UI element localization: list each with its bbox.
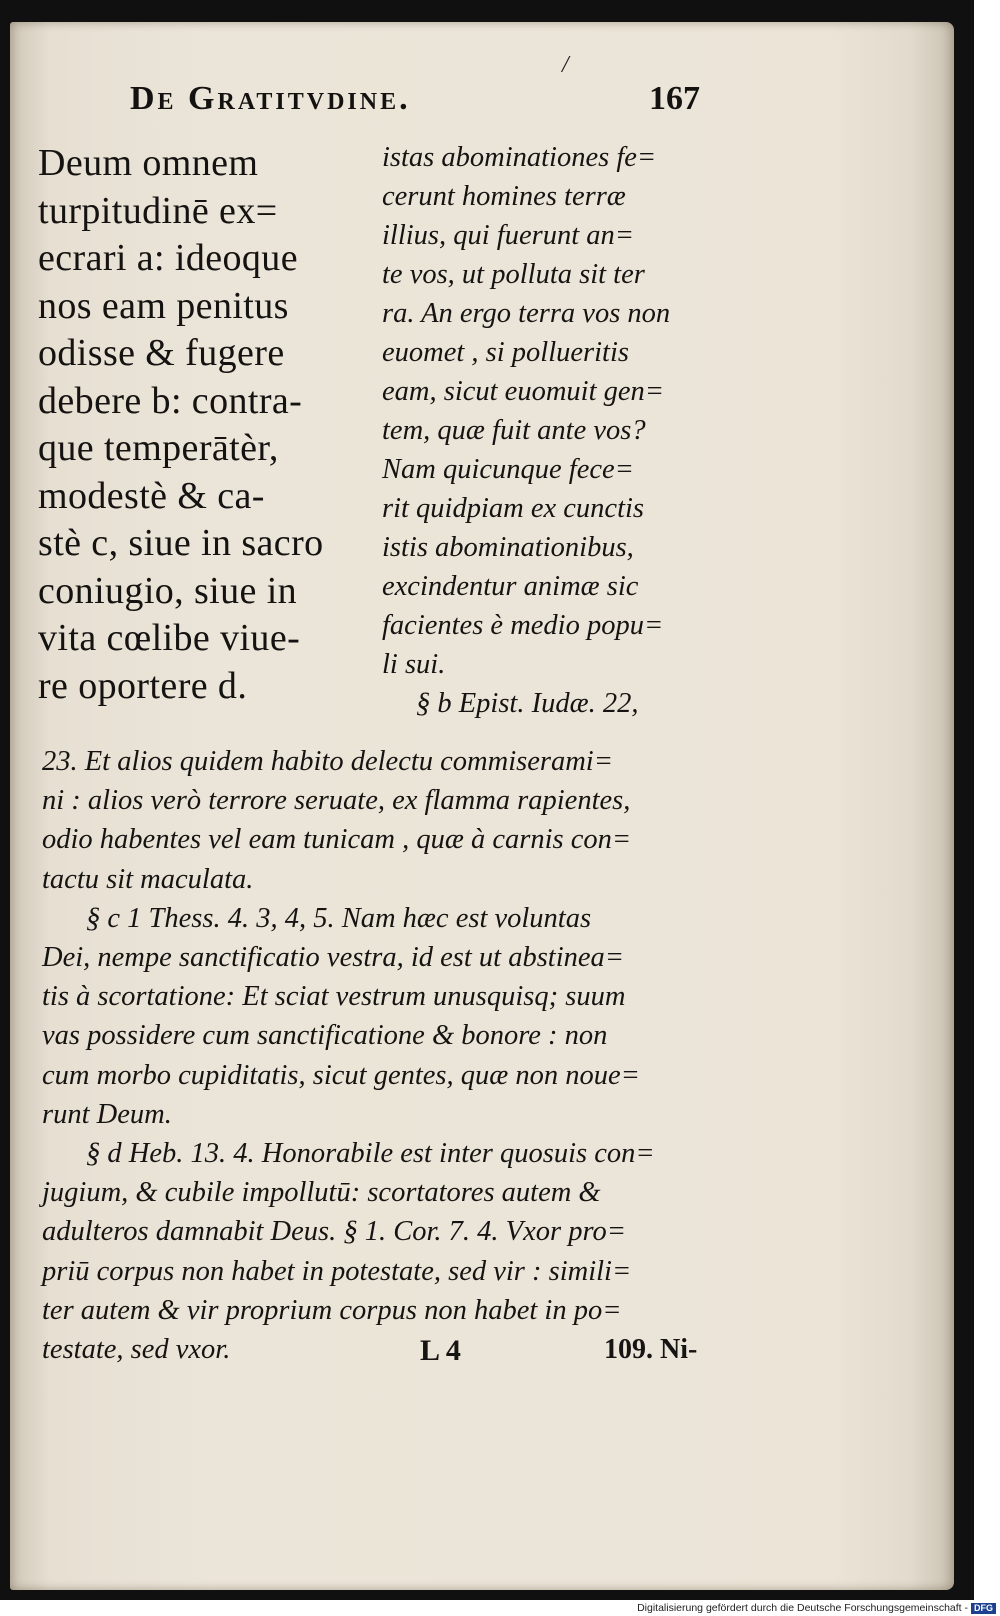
note-line: cum morbo cupiditatis, sicut gentes, quæ non noue=: [42, 1059, 640, 1091]
annotation-column: [382, 138, 702, 723]
annotation-line: istas abominationes fe=: [382, 142, 657, 173]
main-text-line: coniugio, siue in: [38, 569, 298, 612]
annotation-line: illius, qui fuerunt an=: [382, 220, 634, 251]
note-line: Dei, nempe sanctificatio vestra, id est ut abstinea=: [42, 942, 625, 974]
annotation-line: facientes è medio popu=: [382, 610, 664, 641]
annotation-line: excindentur animæ sic: [382, 571, 639, 602]
note-line: § c 1 Thess. 4. 3, 4, 5. Nam hæc est voluntas: [86, 902, 592, 934]
annotation-line: § b Epist. Iudæ. 22,: [416, 688, 639, 719]
note-line: adulteros damnabit Deus. § 1. Cor. 7. 4. Vxor pro=: [42, 1216, 626, 1248]
note-line: 23. Et alios quidem habito delectu commiserami=: [42, 746, 613, 777]
page-header: [130, 80, 700, 130]
main-text-line: modestè & ca-: [38, 474, 265, 517]
annotation-line: istis abominationibus,: [382, 532, 634, 563]
main-text-line: Deum omnem: [38, 142, 259, 184]
catchword: 109. Ni-: [604, 1334, 698, 1365]
note-line: ter autem & vir proprium corpus non habet in po=: [42, 1294, 622, 1326]
note-line: tactu sit maculata.: [42, 863, 254, 895]
note-line: jugium, & cubile impollutū: scortatores autem &: [42, 1177, 601, 1209]
note-line: odio habentes vel eam tunicam , quæ à carnis con=: [42, 824, 632, 856]
main-text-line: vita cœlibe viue-: [38, 617, 301, 659]
note-line: tis à scortatione: Et sciat vestrum unusquisq; suum: [42, 981, 626, 1013]
main-text-line: debere b: contra-: [38, 379, 303, 422]
annotation-line: euomet , si pollueritis: [382, 337, 629, 368]
note-line: vas possidere cum sanctificatione & bonore : non: [42, 1020, 608, 1052]
main-text-line: que temperātèr,: [38, 427, 279, 469]
running-head: De Gratitvdine.: [130, 80, 411, 117]
digitization-footer: [600, 1600, 1000, 1616]
annotation-line: te vos, ut polluta sit ter: [382, 259, 645, 290]
annotation-line: Nam quicunque fece=: [382, 454, 634, 485]
dfg-logo-icon: DFG: [971, 1603, 996, 1614]
signature-mark: L 4: [420, 1334, 461, 1367]
note-line: ni : alios verò terrore seruate, ex flamma rapientes,: [42, 785, 631, 817]
note-line: § d Heb. 13. 4. Honorabile est inter quosuis con=: [86, 1138, 655, 1170]
annotation-line: eam, sicut euomuit gen=: [382, 376, 665, 407]
note-line: runt Deum.: [42, 1098, 172, 1130]
main-text-line: stè c, siue in sacro: [38, 522, 324, 564]
annotation-line: rit quidpiam ex cunctis: [382, 493, 644, 524]
note-line: testate, sed vxor.: [42, 1334, 231, 1366]
annotation-line: ra. An ergo terra vos non: [382, 298, 671, 329]
margin-mark: /: [562, 52, 569, 78]
annotation-line: tem, quæ fuit ante vos?: [382, 415, 646, 446]
annotation-line: li sui.: [382, 649, 446, 680]
annotation-line: cerunt homines terræ: [382, 181, 626, 212]
footer-text: Digitalisierung gefördert durch die Deutsche Forschungsgemeinschaft -: [637, 1602, 968, 1614]
main-text-line: turpitudinē ex=: [38, 189, 278, 232]
notes-block: [42, 742, 712, 1369]
main-text-column: [38, 140, 348, 710]
main-text-line: odisse & fugere: [38, 332, 285, 374]
main-text-line: re oportere d.: [38, 664, 248, 707]
note-line: priū corpus non habet in potestate, sed vir : simili=: [42, 1255, 632, 1287]
page-number: 167: [649, 80, 700, 117]
main-text-line: ecrari a: ideoque: [38, 237, 298, 279]
main-text-line: nos eam penitus: [38, 284, 289, 327]
